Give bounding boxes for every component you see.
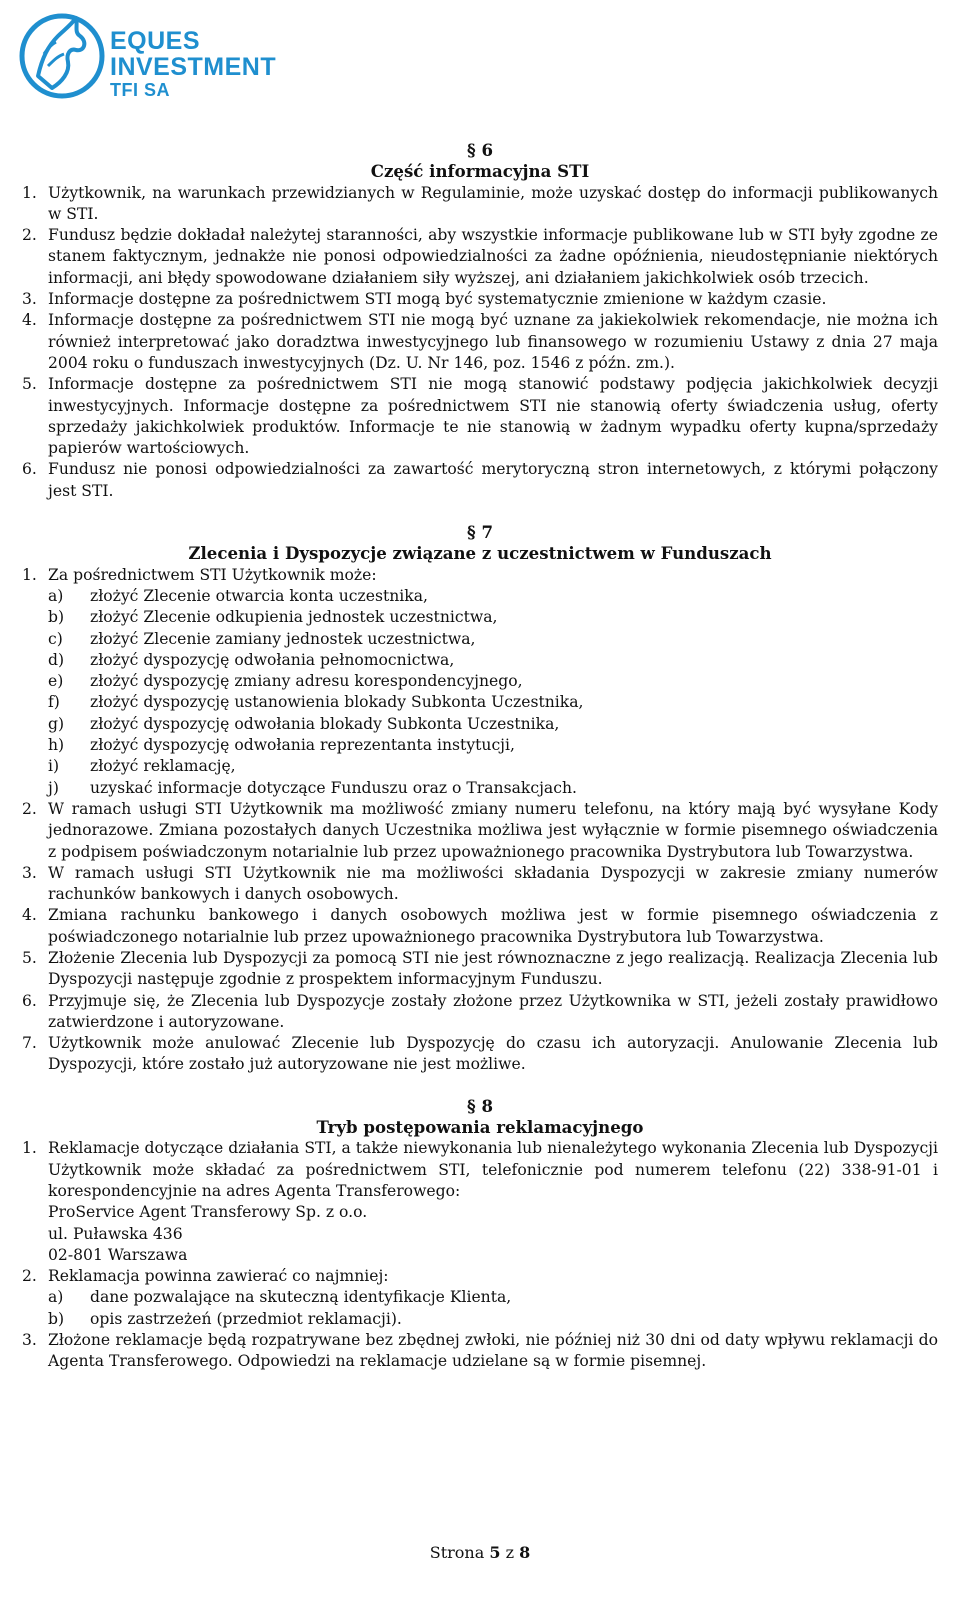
- sub-list-item: [48, 1309, 938, 1330]
- item-number: 4.: [22, 311, 37, 330]
- item-text: Reklamacje dotyczące działania STI, a także niewykonania lub nienależytego wykonania Zlecenia lub Dyspozycji Użytkownik może składać za pośrednictwem STI, telefonicznie pod numerem telefonu (22) 338-91-01 i korespondencyjnie na adres Agenta Transferowego:: [48, 1139, 938, 1200]
- current-page: 5: [489, 1543, 501, 1562]
- list-item: [22, 1330, 938, 1373]
- logo-text-line1: EQUES: [110, 27, 201, 55]
- item-number: 5.: [22, 948, 37, 967]
- address-line: ul. Puławska 436: [48, 1224, 183, 1243]
- total-pages: 8: [519, 1543, 531, 1562]
- sub-list: [48, 1287, 938, 1330]
- section-8: [22, 1096, 938, 1373]
- list-item: [22, 905, 938, 948]
- sub-list-item: [48, 756, 938, 777]
- sub-item-letter: h): [48, 736, 65, 755]
- page-footer: [0, 1543, 960, 1562]
- item-text: Fundusz nie ponosi odpowiedzialności za zawartość merytoryczną stron internetowych, z którymi połączony jest STI.: [48, 460, 938, 500]
- section-7: [22, 522, 938, 1076]
- sub-item-text: uzyskać informacje dotyczące Funduszu oraz o Transakcjach.: [90, 778, 577, 797]
- item-number: 4.: [22, 906, 37, 925]
- item-number: 1.: [22, 183, 37, 202]
- section-6: [22, 140, 938, 502]
- sub-item-letter: g): [48, 714, 65, 733]
- item-text: W ramach usługi STI Użytkownik ma możliwość zmiany numeru telefonu, na który mają być wysyłane Kody jednorazowe. Zmiana pozostałych danych Uczestnika możliwa jest wyłącznie w formie pisemnego oświadczenia z podpisem poświadczonym notarialnie lub przez upoważnionego pracownika Dystrybutora lub Towarzystwa.: [48, 799, 938, 861]
- list-item: [22, 289, 938, 310]
- sub-item-text: złożyć Zlecenie odkupienia jednostek uczestnictwa,: [90, 608, 498, 627]
- item-number: 3.: [22, 863, 37, 882]
- item-text: Reklamacja powinna zawierać co najmniej:: [48, 1267, 389, 1286]
- item-text: Użytkownik może anulować Zlecenie lub Dyspozycję do czasu ich autoryzacji. Anulowanie Zlecenia lub Dyspozycji, które zostało już autoryzowane nie jest możliwe.: [48, 1034, 938, 1074]
- address-line: ProService Agent Transferowy Sp. z o.o.: [48, 1203, 368, 1222]
- section-number: § 6: [466, 140, 493, 160]
- company-logo: [18, 6, 277, 102]
- item-text: W ramach usługi STI Użytkownik nie ma możliwości składania Dyspozycji w zakresie zmiany numerów rachunków bankowych i danych osobowych.: [48, 863, 938, 904]
- item-text: Przyjmuje się, że Zlecenia lub Dyspozycje zostały złożone przez Użytkownika w STI, jeżeli zostały prawidłowo zatwierdzone i autoryzowane.: [48, 991, 938, 1031]
- item-number: 2.: [22, 1267, 37, 1286]
- list-item: [22, 863, 938, 906]
- item-text: Złożone reklamacje będą rozpatrywane bez zbędnej zwłoki, nie później niż 30 dni od daty wpływu reklamacji do Agenta Transferowego. Odpowiedzi na reklamacje udzielane są w formie pisemnej.: [48, 1331, 938, 1371]
- list-item: [22, 1138, 938, 1266]
- list-item: [22, 1033, 938, 1076]
- sub-item-text: złożyć dyspozycję odwołania blokady Subkonta Uczestnika,: [90, 714, 560, 733]
- sub-list-item: [48, 671, 938, 692]
- item-text: Za pośrednictwem STI Użytkownik może:: [48, 565, 377, 584]
- logo-text-line3: TFI SA: [110, 80, 170, 100]
- sub-list-item: [48, 650, 938, 671]
- sub-item-letter: a): [48, 586, 64, 605]
- section-number: § 7: [466, 522, 493, 543]
- sub-list-item: [48, 714, 938, 735]
- sub-item-letter: b): [48, 608, 65, 627]
- address-line: 02-801 Warszawa: [48, 1245, 188, 1264]
- item-text: Zmiana rachunku bankowego i danych osobowych możliwa jest w formie pisemnego oświadczenia z poświadczonego notarialnie lub przez upoważnionego pracownika Dystrybutora lub Towarzystwa.: [48, 906, 938, 946]
- list-item: [22, 183, 938, 226]
- sub-item-text: złożyć dyspozycję odwołania pełnomocnictwa,: [90, 650, 455, 669]
- sub-list-item: [48, 607, 938, 628]
- item-number: 7.: [22, 1034, 37, 1053]
- sub-item-letter: b): [48, 1309, 65, 1328]
- list-item: [22, 310, 938, 374]
- sub-item-text: złożyć dyspozycję zmiany adresu korespondencyjnego,: [90, 672, 523, 691]
- sub-list-item: [48, 629, 938, 650]
- item-text: Użytkownik, na warunkach przewidzianych w Regulaminie, może uzyskać dostęp do informacji publikowanych w STI.: [48, 183, 938, 223]
- sub-item-letter: a): [48, 1288, 64, 1307]
- sub-item-text: dane pozwalające na skuteczną identyfikacje Klienta,: [90, 1288, 512, 1307]
- item-number: 1.: [22, 565, 37, 584]
- page-label: Strona: [429, 1543, 485, 1562]
- sub-list-item: [48, 1287, 938, 1308]
- item-text: Fundusz będzie dokładał należytej staranności, aby wszystkie informacje publikowane lub w STI były zgodne ze stanem faktycznym, jednakże nie ponosi odpowiedzialności za żadne opóźnienia, nieudostępnianie niektórych informacji, ani błędy spowodowane działaniem siły wyższej, ani działaniem jakichkolwiek osób trzecich.: [48, 226, 938, 287]
- sub-list-item: [48, 735, 938, 756]
- document-body: [22, 140, 938, 1373]
- list-item: [22, 374, 938, 459]
- list-item: [22, 991, 938, 1034]
- section-list: [22, 1138, 938, 1372]
- item-number: 6.: [22, 460, 37, 479]
- section-list: [22, 183, 938, 502]
- sub-item-text: złożyć reklamację,: [90, 757, 236, 776]
- sub-item-letter: c): [48, 629, 63, 648]
- horse-emblem-icon: [18, 6, 108, 102]
- item-number: 2.: [22, 799, 37, 818]
- section-list: [22, 565, 938, 1076]
- sub-item-letter: i): [48, 757, 60, 776]
- sub-list-item: [48, 778, 938, 799]
- section-title: Zlecenia i Dyspozycje związane z uczestnictwem w Funduszach: [188, 543, 772, 564]
- section-title: Część informacyjna STI: [370, 161, 590, 182]
- sub-item-letter: d): [48, 650, 65, 669]
- item-text: Informacje dostępne za pośrednictwem STI nie mogą być uznane za jakiekolwiek rekomendacje, nie można ich również interpretować jako doradztwa inwestycyjnego lub finansowego w rozumieniu Ustawy z dnia 27 maja 2004 roku o funduszach inwestycyjnych (Dz. U. Nr 146, poz. 1546 z późn. zm.).: [48, 311, 938, 372]
- logo-text-line2: INVESTMENT: [110, 53, 277, 81]
- item-number: 6.: [22, 991, 37, 1010]
- sub-item-letter: j): [48, 778, 59, 797]
- list-item: [22, 459, 938, 502]
- item-text: Informacje dostępne za pośrednictwem STI nie mogą stanowić podstawy podjęcia jakichkolwiek decyzji inwestycyjnych. Informacje dostępne za pośrednictwem STI nie stanowią oferty świadczenia usług, oferty sprzedaży jakichkolwiek produktów. Informacje te nie stanowią w żadnym wypadku oferty kupna/sprzedaży papierów wartościowych.: [48, 375, 938, 458]
- sub-item-text: złożyć dyspozycję odwołania reprezentanta instytucji,: [90, 736, 515, 755]
- item-text: Informacje dostępne za pośrednictwem STI mogą być systematycznie zmienione w każdym czasie.: [48, 290, 827, 309]
- sub-list-item: [48, 586, 938, 607]
- item-text: Złożenie Zlecenia lub Dyspozycji za pomocą STI nie jest równoznaczne z jego realizacją. Realizacja Zlecenia lub Dyspozycji następuje zgodnie z prospektem informacyjnym Funduszu.: [48, 948, 938, 989]
- item-number: 3.: [22, 1331, 37, 1350]
- list-item: [22, 565, 938, 799]
- item-number: 1.: [22, 1139, 37, 1158]
- sub-item-letter: e): [48, 672, 64, 691]
- sub-item-letter: f): [48, 693, 60, 712]
- list-item: [22, 948, 938, 991]
- page-separator: z: [505, 1543, 515, 1562]
- item-number: 2.: [22, 226, 37, 245]
- section-title: Tryb postępowania reklamacyjnego: [316, 1117, 644, 1138]
- list-item: [22, 799, 938, 863]
- sub-list-item: [48, 692, 938, 713]
- sub-item-text: złożyć dyspozycję ustanowienia blokady Subkonta Uczestnika,: [90, 693, 584, 712]
- item-number: 5.: [22, 375, 37, 394]
- sub-item-text: opis zastrzeżeń (przedmiot reklamacji).: [90, 1309, 402, 1328]
- list-item: [22, 1266, 938, 1330]
- sub-item-text: złożyć Zlecenie zamiany jednostek uczestnictwa,: [90, 629, 476, 648]
- sub-item-text: złożyć Zlecenie otwarcia konta uczestnika,: [90, 586, 428, 605]
- item-number: 3.: [22, 290, 37, 309]
- list-item: [22, 225, 938, 289]
- sub-list: [48, 586, 938, 799]
- section-number: § 8: [466, 1095, 493, 1116]
